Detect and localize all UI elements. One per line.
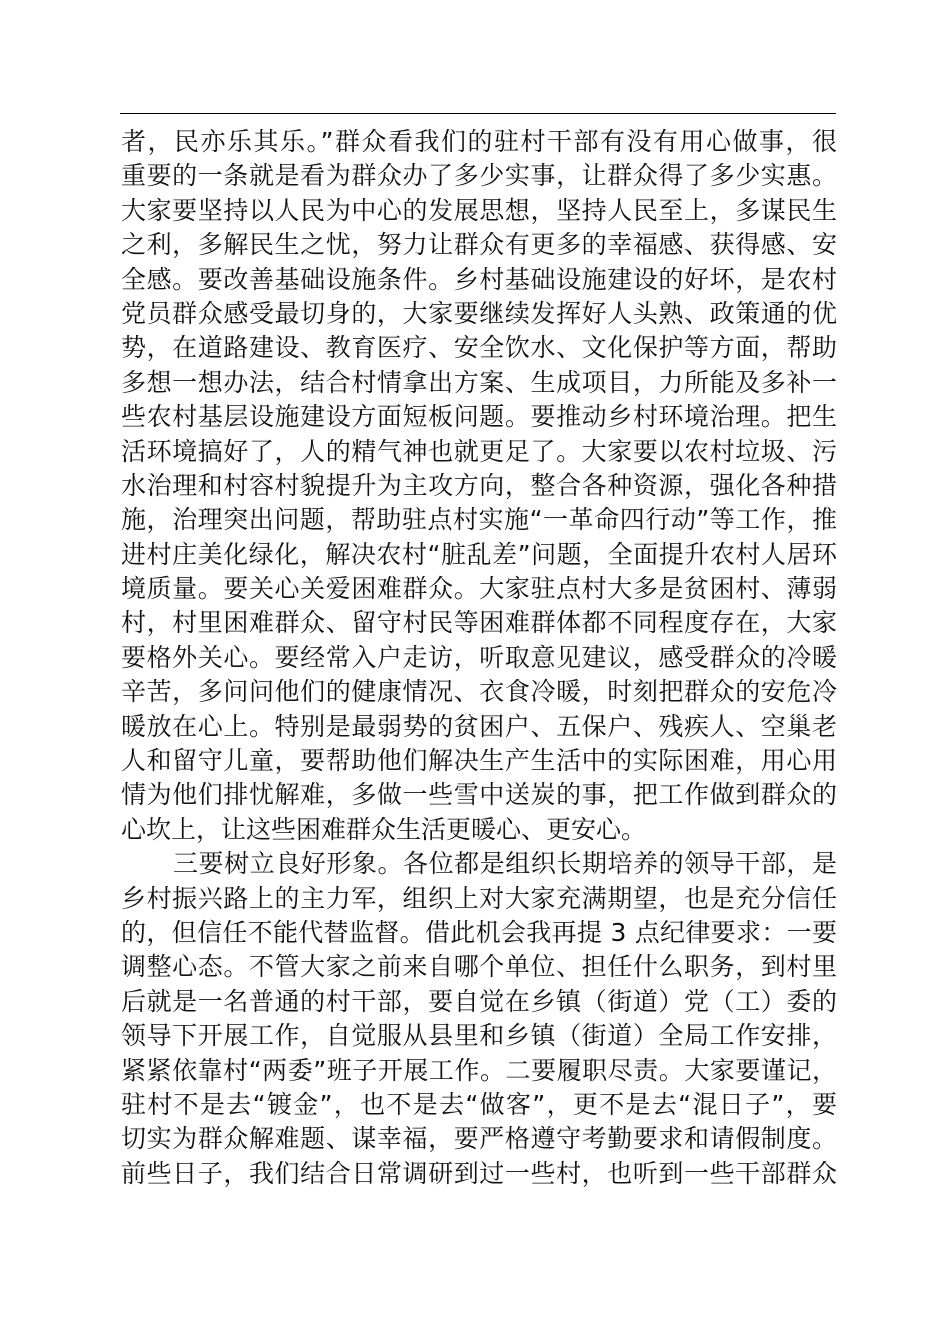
- text-line: 党员群众感受最切身的，大家要继续发挥好人头熟、政策通的优: [121, 298, 837, 328]
- text-line: 村，村里困难群众、留守村民等困难群体都不同程度存在，大家: [121, 608, 837, 638]
- paragraph-end-line: 心坎上，让这些困难群众生活更暖心、更安心。: [121, 814, 647, 844]
- body-text: [121, 125, 837, 1191]
- text-line: 者，民亦乐其乐。”群众看我们的驻村干部有没有用心做事，很: [121, 127, 837, 156]
- text-line: 活环境搞好了，人的精气神也就更足了。大家要以农村垃圾、污: [121, 436, 837, 466]
- text-line: 辛苦，多问问他们的健康情况、衣食冷暖，时刻把群众的安危冷: [121, 677, 837, 707]
- text-line: 的，但信任不能代替监督。借此机会我再提 3 点纪律要求：一要: [121, 917, 837, 947]
- text-line: 调整心态。不管大家之前来自哪个单位、担任什么职务，到村里: [121, 952, 837, 982]
- text-line: 重要的一条就是看为群众办了多少实事，让群众得了多少实惠。: [121, 161, 837, 191]
- text-line: 前些日子，我们结合日常调研到过一些村，也听到一些干部群众: [121, 1158, 837, 1188]
- text-line: 领导下开展工作，自觉服从县里和乡镇（街道）全局工作安排，: [121, 1021, 837, 1051]
- text-line: 暖放在心上。特别是最弱势的贫困户、五保户、残疾人、空巢老: [121, 711, 837, 741]
- text-line: 全感。要改善基础设施条件。乡村基础设施建设的好坏，是农村: [121, 264, 837, 294]
- text-line: 施，治理突出问题，帮助驻点村实施“一革命四行动”等工作，推: [121, 505, 837, 535]
- text-line: 驻村不是去“镀金”，也不是去“做客”，更不是去“混日子”，要: [121, 1089, 837, 1119]
- header-rule: [120, 113, 836, 114]
- text-line: 后就是一名普通的村干部，要自觉在乡镇（街道）党（工）委的: [121, 986, 837, 1016]
- text-line: 紧紧依靠村“两委”班子开展工作。二要履职尽责。大家要谨记，: [121, 1055, 837, 1085]
- text-line: 些农村基层设施建设方面短板问题。要推动乡村环境治理。把生: [121, 402, 837, 432]
- text-line: 乡村振兴路上的主力军，组织上对大家充满期望，也是充分信任: [121, 883, 837, 913]
- text-line: 之利，多解民生之忧，努力让群众有更多的幸福感、获得感、安: [121, 230, 837, 260]
- text-line: 人和留守儿童，要帮助他们解决生产生活中的实际困难，用心用: [121, 746, 837, 776]
- text-line: 境质量。要关心关爱困难群众。大家驻点村大多是贫困村、薄弱: [121, 574, 837, 604]
- text-line: 情为他们排忧解难，多做一些雪中送炭的事，把工作做到群众的: [121, 780, 837, 810]
- text-line: 切实为群众解难题、谋幸福，要严格遵守考勤要求和请假制度。: [121, 1124, 837, 1154]
- text-line: 势，在道路建设、教育医疗、安全饮水、文化保护等方面，帮助: [121, 333, 837, 363]
- text-line: 进村庄美化绿化，解决农村“脏乱差”问题，全面提升农村人居环: [121, 539, 837, 569]
- text-line: 大家要坚持以人民为中心的发展思想，坚持人民至上，多谋民生: [121, 195, 837, 225]
- text-line: 多想一想办法，结合村情拿出方案、生成项目，力所能及多补一: [121, 367, 837, 397]
- text-line: 水治理和村容村貌提升为主攻方向，整合各种资源，强化各种措: [121, 470, 837, 500]
- paragraph-start-line: 三要树立良好形象。各位都是组织长期培养的领导干部，是: [173, 849, 837, 879]
- text-line: 要格外关心。要经常入户走访，听取意见建议，感受群众的冷暖: [121, 642, 837, 672]
